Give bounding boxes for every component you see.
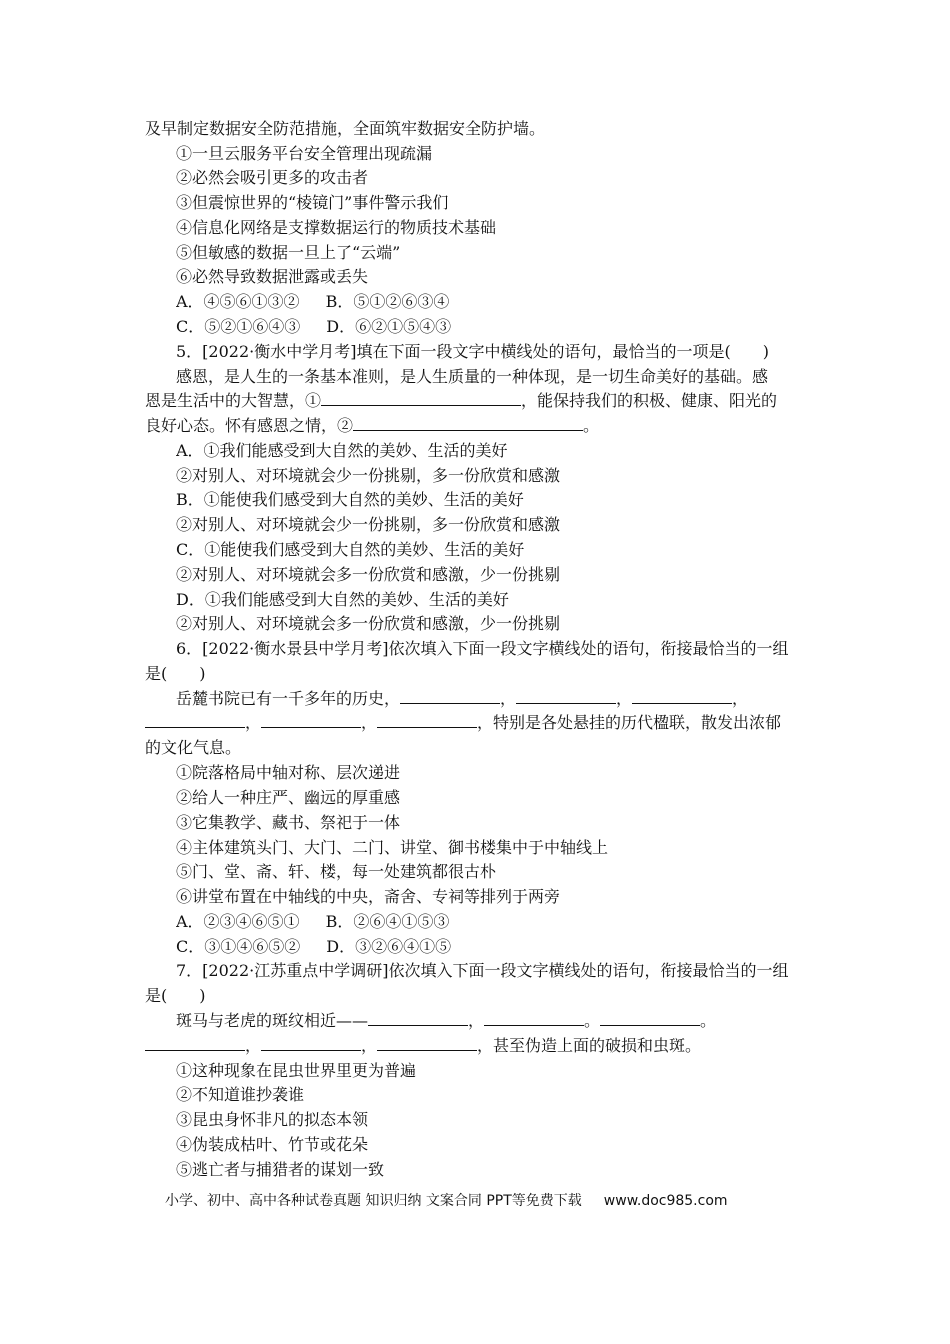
text-line: 感恩，是人生的一条基本准则，是人生质量的一种体现，是一切生命美好的基础。感 xyxy=(176,367,769,386)
option-item: ④主体建筑头门、大门、二门、讲堂、御书楼集中于中轴线上 xyxy=(176,838,609,857)
fill-blank xyxy=(516,688,616,704)
question-title: 6．[2022·衡水景县中学月考]依次填入下面一段文字横线处的语句，衔接最恰当的一组 xyxy=(176,639,789,658)
text-segment: ， xyxy=(616,689,633,708)
text-segment: 良好心态。怀有感恩之情，② xyxy=(145,416,354,435)
text-line xyxy=(145,1035,805,1057)
answer-choice-a: A．②③④⑥⑤① xyxy=(176,912,300,931)
footer-url[interactable]: www.doc985.com xyxy=(603,1193,728,1209)
option-item: ⑥必然导致数据泄露或丢失 xyxy=(176,267,369,286)
option-item: ⑤门、堂、斋、轩、楼，每一处建筑都很古朴 xyxy=(176,862,497,881)
option-item: ②对别人、对环境就会多一份欣赏和感激，少一份挑剔 xyxy=(176,614,561,633)
answer-choice-b: B．⑤①②⑥③④ xyxy=(325,292,450,311)
option-item: ⑥讲堂布置在中轴线的中央，斋舍、专祠等排列于两旁 xyxy=(176,887,561,906)
footer-text: 小学、初中、高中各种试卷真题 知识归纳 文案合同 PPT等免费下载 xyxy=(165,1193,582,1209)
option-item: ①这种现象在昆虫世界里更为普遍 xyxy=(176,1061,417,1080)
option-item: ①院落格局中轴对称、层次递进 xyxy=(176,763,401,782)
text-line xyxy=(176,1010,806,1032)
answer-row xyxy=(176,291,806,313)
text-segment: 岳麓书院已有一千多年的历史， xyxy=(176,689,401,708)
fill-blank xyxy=(600,1010,700,1026)
text-segment: ，甚至伪造上面的破损和虫斑。 xyxy=(477,1036,702,1055)
text-segment: ， xyxy=(468,1011,485,1030)
fill-blank xyxy=(400,688,500,704)
text-line xyxy=(145,712,805,734)
option-item: ①一旦云服务平台安全管理出现疏漏 xyxy=(176,144,433,163)
option-item: ⑤逃亡者与捕猎者的谋划一致 xyxy=(176,1160,385,1179)
answer-choice-b: B．②⑥④①⑤③ xyxy=(325,912,450,931)
question-title: 5．[2022·衡水中学月考]填在下面一段文字中横线处的语句，最恰当的一项是( ) xyxy=(176,342,769,361)
fill-blank xyxy=(145,712,245,728)
text-segment: 斑马与老虎的斑纹相近—— xyxy=(176,1011,369,1030)
option-item: ④伪装成枯叶、竹节或花朵 xyxy=(176,1135,369,1154)
fill-blank xyxy=(353,415,583,431)
text-segment: ， xyxy=(361,713,378,732)
page-footer xyxy=(165,1191,805,1211)
text-line xyxy=(145,415,805,437)
text-segment: ， xyxy=(732,689,749,708)
fill-blank xyxy=(484,1010,584,1026)
fill-blank xyxy=(368,1010,468,1026)
text-segment: ，能保持我们的积极、健康、阳光的 xyxy=(521,391,778,410)
text-segment: 。 xyxy=(700,1011,717,1030)
answer-row xyxy=(176,316,806,338)
text-segment: 。 xyxy=(584,1011,601,1030)
option-item: ④信息化网络是支撑数据运行的物质技术基础 xyxy=(176,218,497,237)
fill-blank xyxy=(261,712,361,728)
fill-blank xyxy=(145,1035,245,1051)
question-title: 7．[2022·江苏重点中学调研]依次填入下面一段文字横线处的语句，衔接最恰当的一组 xyxy=(176,961,789,980)
text-line: 是( ) xyxy=(145,986,206,1005)
text-line: 及早制定数据安全防范措施，全面筑牢数据安全防护墙。 xyxy=(145,119,546,138)
text-segment: ， xyxy=(245,713,262,732)
option-item: D．①我们能感受到大自然的美妙、生活的美好 xyxy=(176,590,509,609)
fill-blank xyxy=(261,1035,361,1051)
answer-choice-c: C．③①④⑥⑤② xyxy=(176,937,301,956)
answer-choice-c: C．⑤②①⑥④③ xyxy=(176,317,301,336)
option-item: ②对别人、对环境就会少一份挑剔，多一份欣赏和感激 xyxy=(176,466,561,485)
text-line xyxy=(176,688,806,710)
answer-row xyxy=(176,936,806,958)
text-segment: 。 xyxy=(583,416,600,435)
fill-blank xyxy=(632,688,732,704)
option-item: ③昆虫身怀非凡的拟态本领 xyxy=(176,1110,369,1129)
text-segment: ， xyxy=(361,1036,378,1055)
option-item: C．①能使我们感受到大自然的美妙、生活的美好 xyxy=(176,540,525,559)
option-item: ②给人一种庄严、幽远的厚重感 xyxy=(176,788,401,807)
option-item: ②不知道谁抄袭谁 xyxy=(176,1085,305,1104)
option-item: ②对别人、对环境就会少一份挑剔，多一份欣赏和感激 xyxy=(176,515,561,534)
fill-blank xyxy=(377,1035,477,1051)
option-item: ⑤但敏感的数据一旦上了“云端” xyxy=(176,243,401,262)
text-segment: 恩是生活中的大智慧，① xyxy=(145,391,322,410)
fill-blank xyxy=(377,712,477,728)
text-line xyxy=(145,390,805,412)
text-line: 是( ) xyxy=(145,664,206,683)
text-segment: ， xyxy=(245,1036,262,1055)
option-item: A．①我们能感受到大自然的美妙、生活的美好 xyxy=(176,441,508,460)
option-item: ③它集教学、藏书、祭祀于一体 xyxy=(176,813,401,832)
fill-blank xyxy=(321,390,521,406)
text-segment: ， xyxy=(500,689,517,708)
answer-choice-d: D．③②⑥④①⑤ xyxy=(326,937,452,956)
text-line: 的文化气息。 xyxy=(145,738,242,757)
option-item: B．①能使我们感受到大自然的美妙、生活的美好 xyxy=(176,490,524,509)
option-item: ②对别人、对环境就会多一份欣赏和感激，少一份挑剔 xyxy=(176,565,561,584)
option-item: ③但震惊世界的“棱镜门”事件警示我们 xyxy=(176,193,449,212)
text-segment: ，特别是各处悬挂的历代楹联，散发出浓郁 xyxy=(477,713,782,732)
answer-choice-a: A．④⑤⑥①③② xyxy=(176,292,300,311)
option-item: ②必然会吸引更多的攻击者 xyxy=(176,168,369,187)
answer-row xyxy=(176,911,806,933)
answer-choice-d: D．⑥②①⑤④③ xyxy=(326,317,452,336)
